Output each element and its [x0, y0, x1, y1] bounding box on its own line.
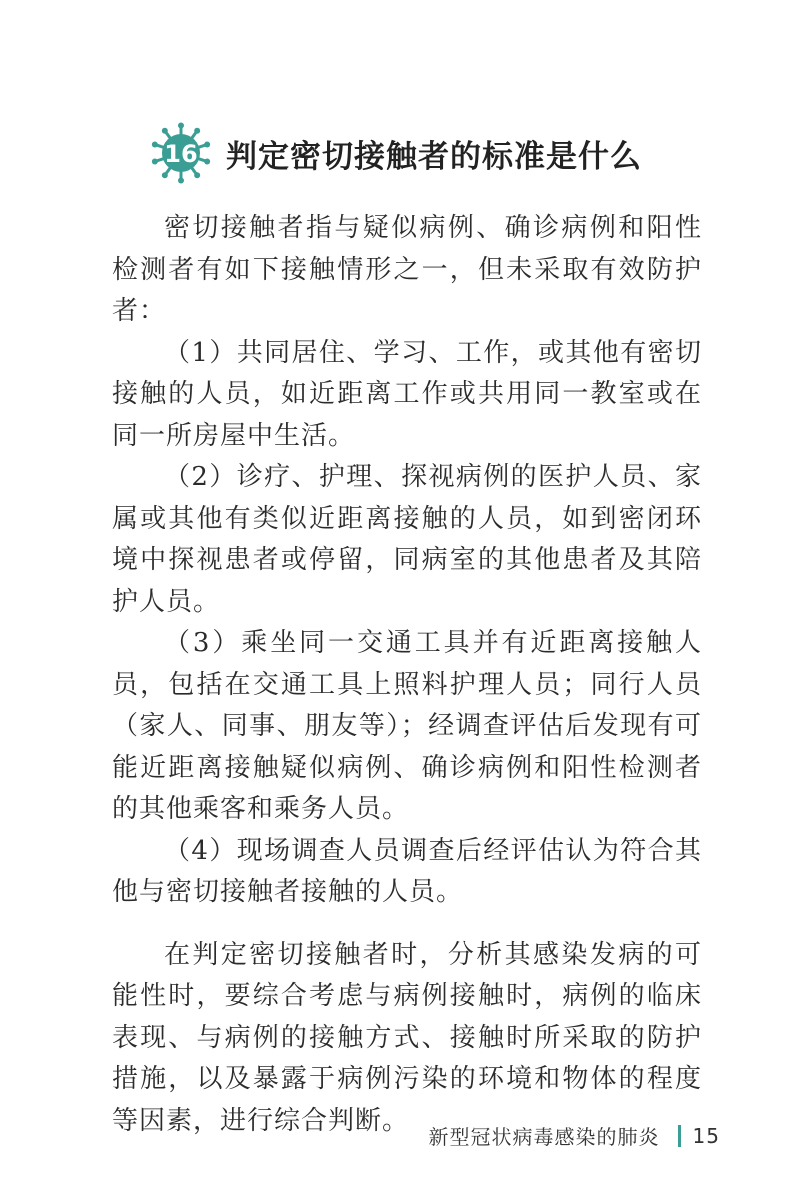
virus-spike-tip: [152, 142, 158, 148]
body-text: [112, 208, 702, 1142]
virus-spike-tip: [204, 142, 210, 148]
page-title: 判定密切接触者的标准是什么: [226, 138, 642, 175]
paragraph-item-2: （2）诊疗、护理、探视病例的医护人员、家属或其他有类似近距离接触的人员，如到密闭环境中探视患者或停留，同病室的其他患者及其陪护人员。: [112, 462, 702, 617]
paragraph-item-3: （3）乘坐同一交通工具并有近距离接触人员，包括在交通工具上照料护理人员；同行人员（家人、同事、朋友等）；经调查评估后发现有可能近距离接触疑似病例、确诊病例和阳性检测者的其他乘客和乘务人员。: [112, 628, 702, 824]
paragraph-intro: 密切接触者指与疑似病例、确诊病例和阳性检测者有如下接触情形之一，但未采取有效防护者：: [112, 213, 702, 326]
virus-icon: [150, 122, 212, 184]
virus-spike-tip: [194, 128, 200, 134]
footer-book-title: 新型冠状病毒感染的肺炎: [428, 1125, 660, 1149]
footer-divider: [678, 1125, 681, 1147]
page-footer: [429, 1121, 720, 1150]
virus-spike-tip: [152, 158, 158, 164]
virus-spike-tip: [178, 123, 184, 129]
virus-spike-tip: [162, 128, 168, 134]
paragraph-item-4: （4）现场调查人员调查后经评估认为符合其他与密切接触者接触的人员。: [112, 835, 702, 907]
virus-spike-tip: [162, 172, 168, 178]
section-heading: [150, 122, 642, 184]
section-number: 16: [164, 140, 198, 168]
virus-spike-tip: [178, 178, 184, 184]
virus-spike-tip: [194, 172, 200, 178]
paragraph-conclusion: 在判定密切接触者时，分析其感染发病的可能性时，要综合考虑与病例接触时，病例的临床表现、与病例的接触方式、接触时所采取的防护措施，以及暴露于病例污染的环境和物体的程度等因素，进行综合判断。: [112, 939, 702, 1136]
virus-badge-graphic: [150, 122, 212, 184]
virus-spike-tip: [204, 158, 210, 164]
paragraph-item-1: （1）共同居住、学习、工作，或其他有密切接触的人员，如近距离工作或共用同一教室或在同一所房屋中生活。: [112, 337, 702, 451]
page-number: 15: [692, 1123, 720, 1148]
